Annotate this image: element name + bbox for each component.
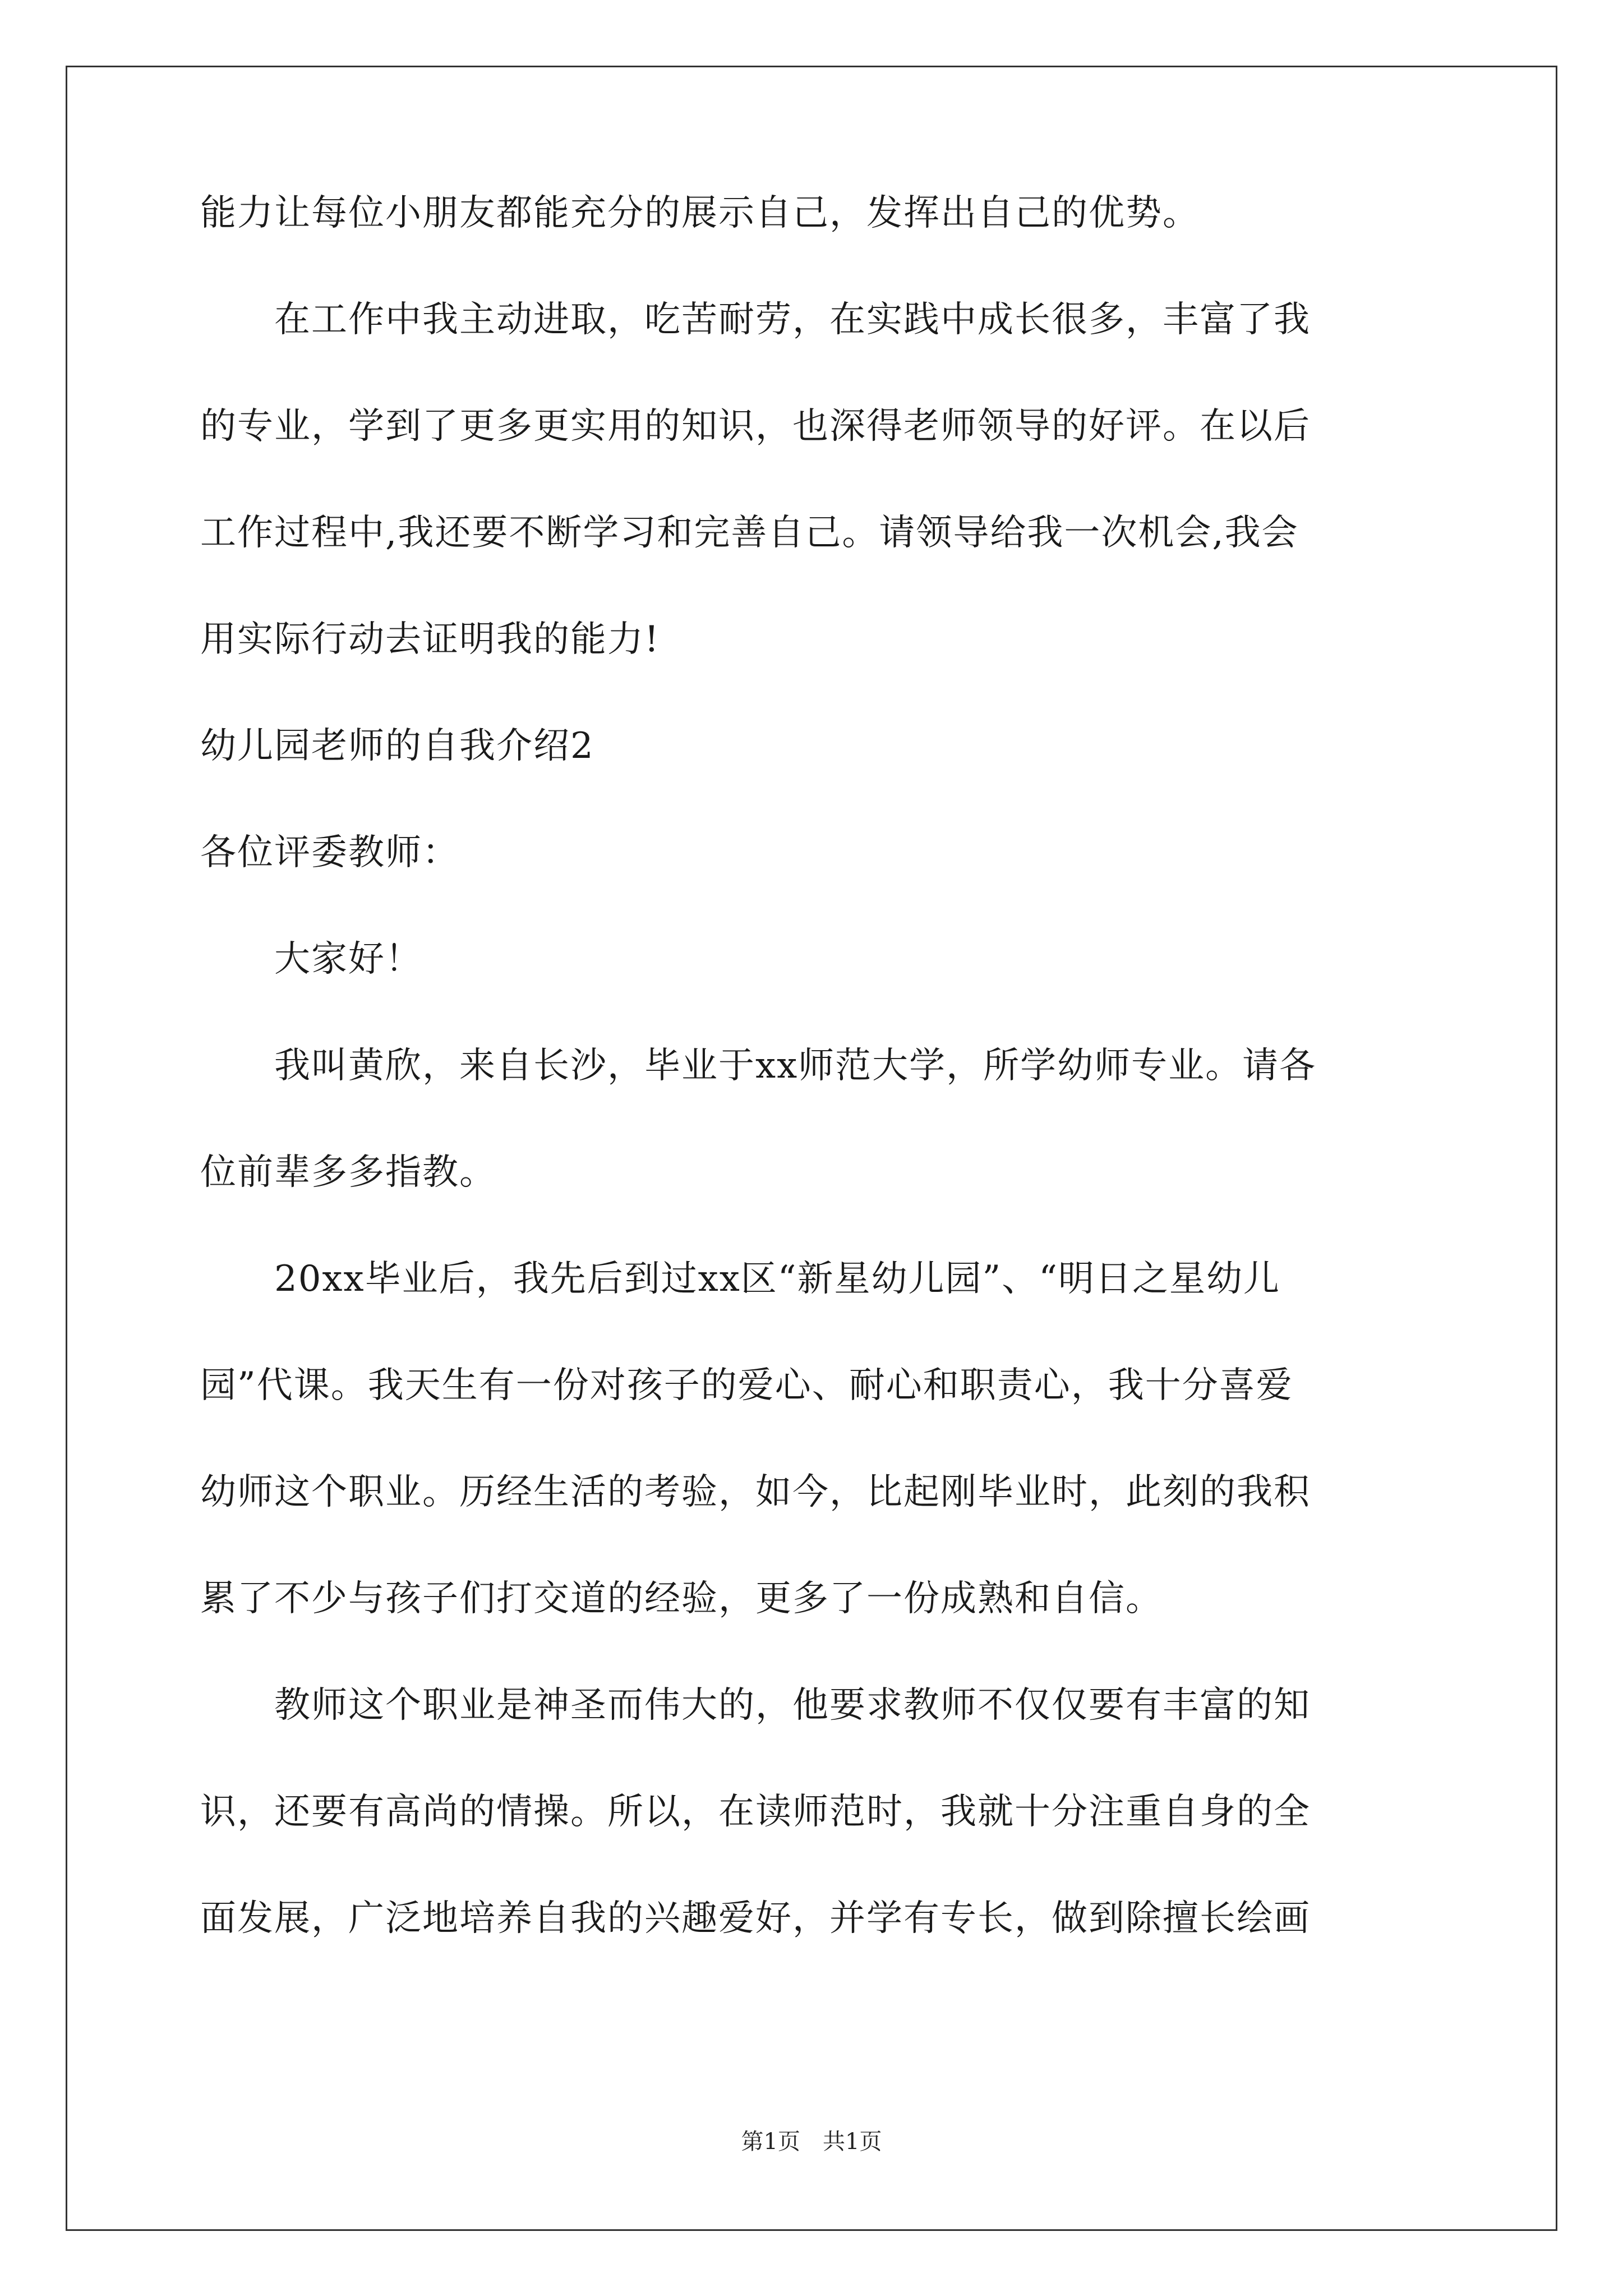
text-line: 工作过程中,我还要不断学习和完善自己。请领导给我一次机会,我会 bbox=[200, 512, 1299, 554]
text-line: 教师这个职业是神圣而伟大的，他要求教师不仅仅要有丰富的知 bbox=[200, 1685, 1311, 1726]
text-line: 面发展，广泛地培养自我的兴趣爱好，并学有专长，做到除擅长绘画 bbox=[200, 1898, 1311, 1939]
text-line: 累了不少与孩子们打交道的经验，更多了一份成熟和自信。 bbox=[200, 1578, 1163, 1619]
text-line: 用实际行动去证明我的能力! bbox=[200, 619, 660, 660]
text-line: 识，还要有高尚的情操。所以，在读师范时，我就十分注重自身的全 bbox=[200, 1791, 1311, 1833]
text-line: 园”代课。我天生有一份对孩子的爱心、耐心和职责心，我十分喜爱 bbox=[200, 1365, 1293, 1406]
text-line: 位前辈多多指教。 bbox=[200, 1152, 496, 1193]
text-line: 20xx毕业后，我先后到过xx区“新星幼儿园”、“明日之星幼儿 bbox=[200, 1258, 1280, 1300]
section-heading: 幼儿园老师的自我介绍2 bbox=[200, 725, 594, 767]
salutation: 各位评委教师： bbox=[200, 832, 459, 873]
greeting: 大家好！ bbox=[200, 938, 422, 980]
text-line: 的专业，学到了更多更实用的知识，也深得老师领导的好评。在以后 bbox=[200, 406, 1311, 447]
text-line: 幼师这个职业。历经生活的考验，如今，比起刚毕业时，此刻的我积 bbox=[200, 1471, 1311, 1513]
text-line: 我叫黄欣，来自长沙，毕业于xx师范大学，所学幼师专业。请各 bbox=[200, 1045, 1317, 1087]
text-line: 能力让每位小朋友都能充分的展示自己，发挥出自己的优势。 bbox=[200, 192, 1200, 234]
text-line: 在工作中我主动进取，吃苦耐劳，在实践中成长很多，丰富了我 bbox=[200, 299, 1311, 341]
page-number-footer: 第1页 共1页 bbox=[741, 2129, 882, 2155]
